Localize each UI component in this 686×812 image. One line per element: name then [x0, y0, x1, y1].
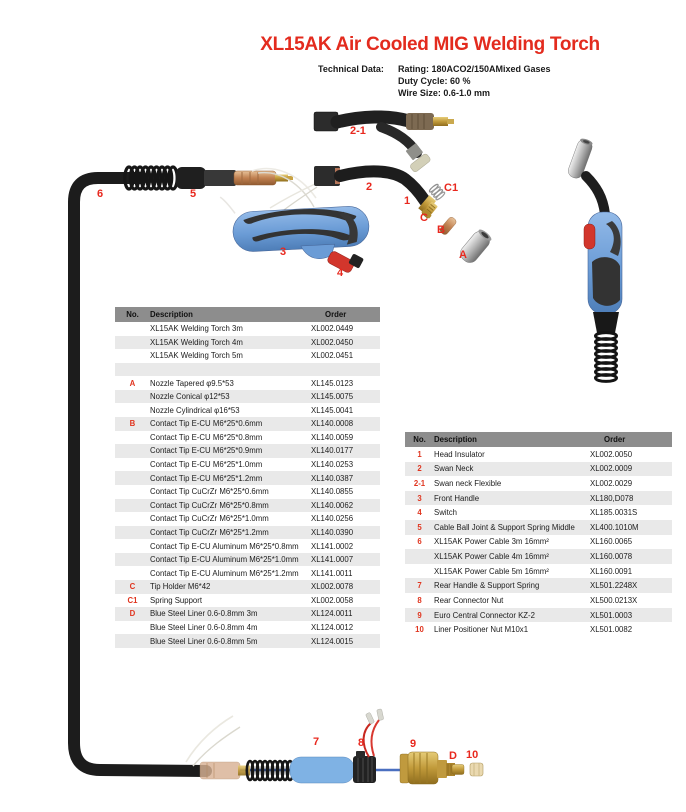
- row-order: XL140.0059: [311, 432, 354, 442]
- row-no: 5: [417, 522, 422, 532]
- row-description: Contact Tip E-CU M6*25*1.0mm: [150, 460, 263, 470]
- table-row: [115, 444, 380, 458]
- rear-assembly: [186, 709, 483, 784]
- row-description: XL15AK Welding Torch 3m: [150, 324, 243, 334]
- row-no: 9: [417, 610, 422, 620]
- table-row: [115, 363, 380, 377]
- table-row: [115, 431, 380, 445]
- callout-rear-nut: 8: [358, 737, 365, 749]
- table-row: [405, 447, 672, 462]
- complete-torch: [566, 137, 622, 381]
- row-order: XL002.0050: [590, 449, 633, 459]
- table-row: [115, 322, 380, 336]
- row-description: Switch: [434, 508, 457, 518]
- row-description: Head Insulator: [434, 449, 485, 459]
- row-order: XL140.0253: [311, 460, 354, 470]
- row-order: XL140.0387: [311, 473, 354, 483]
- table-body: [115, 322, 380, 648]
- callout-contact-tip: B: [437, 224, 445, 236]
- row-description: Cable Ball Joint & Support Spring Middle: [434, 522, 575, 532]
- row-order: XL002.0078: [311, 582, 354, 592]
- row-description: Contact Tip CuCrZr M6*25*0.8mm: [150, 500, 269, 510]
- row-description: Contact Tip E-CU M6*25*0.8mm: [150, 432, 263, 442]
- table-row: [115, 634, 380, 648]
- row-order: XL124.0011: [311, 609, 353, 619]
- callout-euro-connector: 9: [410, 738, 417, 750]
- table-row: [405, 520, 672, 535]
- row-description: Blue Steel Liner 0.6-0.8mm 5m: [150, 636, 258, 646]
- row-description: Euro Central Connector KZ-2: [434, 610, 535, 620]
- table-header: [405, 432, 672, 447]
- table-body: [405, 447, 672, 637]
- row-order: XL140.0062: [311, 500, 354, 510]
- tech-rating: Rating: 180ACO2/150AMixed Gases: [398, 64, 551, 74]
- row-order: XL140.0008: [311, 419, 354, 429]
- col-header-order: Order: [604, 435, 626, 444]
- rear-connector-nut: [353, 751, 376, 783]
- swan-neck-flexible: [314, 112, 454, 173]
- row-order: XL140.0855: [311, 487, 354, 497]
- row-description: Liner Positioner Nut M10x1: [434, 625, 529, 635]
- col-header-no: No.: [413, 435, 426, 444]
- row-order: XL160.0065: [590, 537, 633, 547]
- row-description: Contact Tip E-CU Aluminum M6*25*1.2mm: [150, 568, 299, 578]
- callout-nozzle: A: [459, 249, 467, 261]
- parts-table-torch-parts: [405, 432, 672, 637]
- row-description: Contact Tip E-CU M6*25*0.6mm: [150, 419, 263, 429]
- row-no: B: [129, 419, 136, 429]
- row-order: XL180,D078: [590, 493, 634, 503]
- col-header-description: Description: [150, 310, 193, 319]
- row-order: XL145.0075: [311, 392, 354, 402]
- callout-switch: 4: [337, 267, 344, 279]
- front-handle: [220, 189, 370, 263]
- row-order: XL141.0007: [311, 555, 354, 565]
- row-description: Tip Holder M6*42: [150, 582, 211, 592]
- tech-wire-size: Wire Size: 0.6-1.0 mm: [398, 88, 490, 98]
- row-description: Contact Tip E-CU Aluminum M6*25*0.8mm: [150, 541, 299, 551]
- table-row: [115, 458, 380, 472]
- page-title: XL15AK Air Cooled MIG Welding Torch: [260, 34, 600, 55]
- table-header: [115, 307, 380, 322]
- row-description: XL15AK Power Cable 5m 16mm²: [434, 566, 549, 576]
- table-row: [115, 417, 380, 431]
- row-no: 4: [417, 508, 422, 518]
- row-order: XL160.0078: [590, 552, 633, 562]
- table-row: [405, 622, 672, 637]
- row-order: XL500.0213X: [590, 595, 638, 605]
- row-no: 3: [417, 493, 422, 503]
- table-row: [115, 512, 380, 526]
- liner-end-fitting: [452, 765, 464, 775]
- row-description: Contact Tip E-CU Aluminum M6*25*1.0mm: [150, 555, 299, 565]
- rear-handle: [290, 757, 354, 783]
- table-row: [405, 462, 672, 477]
- table-row: [115, 539, 380, 553]
- table-row: [405, 505, 672, 520]
- table-row: [115, 607, 380, 621]
- table-row: [115, 553, 380, 567]
- row-order: XL501.0082: [590, 625, 633, 635]
- table-row: [405, 593, 672, 608]
- row-no: 1: [417, 449, 422, 459]
- row-no: 7: [417, 581, 422, 591]
- row-order: XL501.2248X: [590, 581, 638, 591]
- row-order: XL002.0029: [590, 479, 633, 489]
- table-row: [115, 376, 380, 390]
- col-header-description: Description: [434, 435, 477, 444]
- row-no: 10: [415, 625, 424, 635]
- table-row: [115, 621, 380, 635]
- row-no: 2: [417, 464, 422, 474]
- technical-data-label: Technical Data:: [318, 64, 384, 74]
- table-row: [115, 526, 380, 540]
- cable-ball-joint-spring: [125, 167, 316, 207]
- row-description: Swan neck Flexible: [434, 479, 502, 489]
- row-order: XL140.0256: [311, 514, 354, 524]
- table-row: [405, 491, 672, 506]
- table-row: [115, 566, 380, 580]
- table-row: [405, 578, 672, 593]
- row-description: Rear Handle & Support Spring: [434, 581, 540, 591]
- row-no: A: [129, 378, 136, 388]
- callout-spring-support: C1: [444, 182, 459, 194]
- parts-table-consumables: [115, 307, 380, 648]
- callout-tip-holder: C: [420, 212, 428, 224]
- callout-swan-neck-flex: 2-1: [350, 125, 366, 137]
- row-order: XL501.0003: [590, 610, 633, 620]
- table-row: [405, 535, 672, 550]
- row-description: Front Handle: [434, 493, 480, 503]
- table-row: [115, 499, 380, 513]
- table-row: [405, 549, 672, 564]
- row-order: XL002.0449: [311, 324, 354, 334]
- tech-duty-cycle: Duty Cycle: 60 %: [398, 76, 471, 86]
- table-row: [115, 580, 380, 594]
- row-order: XL400.1010M: [590, 522, 639, 532]
- row-description: Nozzle Cylindrical φ16*53: [150, 405, 240, 415]
- row-description: Nozzle Tapered φ9.5*53: [150, 378, 234, 388]
- row-description: Contact Tip E-CU M6*25*1.2mm: [150, 473, 263, 483]
- row-order: XL002.0009: [590, 464, 633, 474]
- row-description: Blue Steel Liner 0.6-0.8mm 3m: [150, 609, 258, 619]
- callout-power-cable: 6: [97, 188, 104, 200]
- table-row: [115, 594, 380, 608]
- euro-central-connector: [400, 752, 455, 784]
- row-description: XL15AK Welding Torch 5m: [150, 351, 243, 361]
- table-row: [115, 403, 380, 417]
- row-no: C: [129, 582, 136, 592]
- table-row: [115, 336, 380, 350]
- row-order: XL140.0177: [311, 446, 354, 456]
- row-description: Contact Tip CuCrZr M6*25*0.6mm: [150, 487, 269, 497]
- row-description: Blue Steel Liner 0.6-0.8mm 4m: [150, 623, 258, 632]
- table-row: [115, 485, 380, 499]
- row-description: XL15AK Power Cable 4m 16mm²: [434, 552, 549, 562]
- row-order: XL160.0091: [590, 566, 633, 576]
- row-description: Contact Tip CuCrZr M6*25*1.2mm: [150, 527, 269, 537]
- table-row: [115, 471, 380, 485]
- table-row: [405, 476, 672, 491]
- row-order: XL002.0450: [311, 337, 354, 347]
- row-order: XL002.0451: [311, 351, 354, 361]
- row-order: XL140.0390: [311, 527, 354, 537]
- row-no: 2-1: [413, 479, 426, 489]
- row-order: XL141.0011: [311, 568, 353, 578]
- row-order: XL185.0031S: [590, 508, 638, 518]
- callout-swan-neck: 2: [366, 181, 373, 193]
- row-no: 8: [417, 595, 422, 605]
- table-row: [405, 564, 672, 579]
- row-no: 6: [417, 537, 422, 547]
- callout-head-insulator: 1: [404, 195, 411, 207]
- row-order: XL124.0015: [311, 636, 354, 646]
- row-description: XL15AK Power Cable 3m 16mm²: [434, 537, 549, 547]
- liner-positioner-nut: [470, 763, 483, 776]
- callout-liner: D: [449, 750, 457, 762]
- row-order: XL145.0123: [311, 378, 354, 388]
- table-row: [115, 390, 380, 404]
- row-no: D: [129, 609, 136, 619]
- callout-positioner-nut: 10: [466, 749, 479, 761]
- row-description: Nozzle Conical φ12*53: [150, 392, 230, 402]
- row-description: Contact Tip CuCrZr M6*25*1.0mm: [150, 514, 269, 524]
- table-row: [115, 349, 380, 363]
- callout-ball-joint: 5: [190, 188, 197, 200]
- row-description: Rear Connector Nut: [434, 595, 504, 605]
- table-row: [405, 608, 672, 623]
- callout-front-handle: 3: [280, 246, 287, 258]
- row-description: Swan Neck: [434, 464, 474, 474]
- row-description: Contact Tip E-CU M6*25*0.9mm: [150, 446, 263, 456]
- row-description: Spring Support: [150, 595, 203, 605]
- row-order: XL145.0041: [311, 405, 354, 415]
- row-description: XL15AK Welding Torch 4m: [150, 337, 243, 347]
- col-header-order: Order: [325, 310, 347, 319]
- row-order: XL141.0002: [311, 541, 354, 551]
- callout-rear-handle: 7: [313, 736, 320, 748]
- row-no: C1: [127, 595, 138, 605]
- row-order: XL002.0058: [311, 595, 354, 605]
- col-header-no: No.: [126, 310, 139, 319]
- row-order: XL124.0012: [311, 623, 354, 632]
